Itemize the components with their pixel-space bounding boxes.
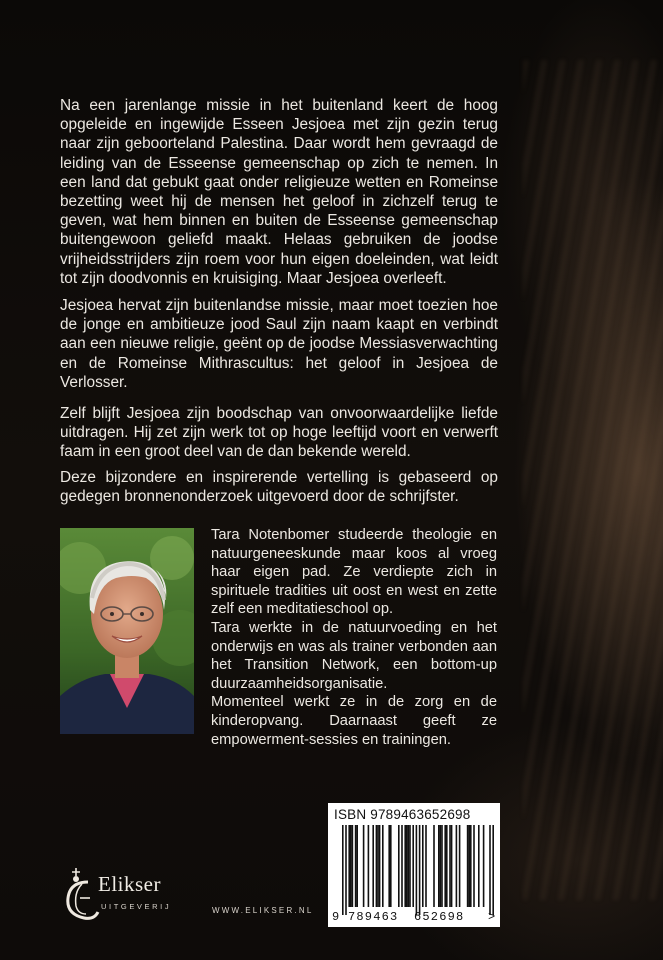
blurb-paragraph-4: Deze bijzondere en inspirerende vertelling is gebaseerd op gedegen bronnenonderzoek uitgevoerd door de schrijfster. <box>60 469 498 506</box>
barcode-bar <box>456 825 458 907</box>
barcode-bar <box>433 825 435 907</box>
barcode-bar <box>483 825 485 907</box>
barcode-bar <box>468 825 470 907</box>
barcode-bar <box>390 825 392 907</box>
cave-rock-texture <box>523 60 663 900</box>
blurb-paragraph-2: Jesjoea hervat zijn buitenlandse missie, maar moet toezien hoe de jonge en ambitieuze jood Saul zijn naam kaapt en verbindt aan een nieuwe religie, geënt op de joodse Messiasverwachting en de Romeinse Mithrascultus: het geloof in Jesjoea de Verlosser. <box>60 297 498 391</box>
author-bio-paragraph-1: Tara Notenbomer studeerde theologie en natuurgeneeskunde maar koos al vroeg haar eigen pad. Ze verdiepte zich in spirituele tradities uit oost en west en zette zelf een meditatieschool op. <box>211 527 497 618</box>
barcode-bar <box>444 825 446 907</box>
barcode-bar <box>416 825 418 915</box>
barcode-bar <box>441 825 443 907</box>
blurb-paragraph-3: Zelf blijft Jesjoea zijn boodschap van onvoorwaardelijke liefde uitdragen. Hij zet zijn werk tot op hoge leeftijd voort en verwerft faam in een groot deel van de dan bekende wereld. <box>60 405 498 461</box>
barcode-bars <box>328 803 500 927</box>
barcode-bar <box>489 825 491 915</box>
barcode-bar <box>352 825 354 907</box>
ean-digits <box>328 910 500 926</box>
barcode-bar <box>376 825 378 907</box>
barcode-bar <box>377 825 379 907</box>
barcode-bar <box>467 825 469 907</box>
barcode-bar <box>401 825 403 907</box>
ean-left-group: 789463 <box>348 910 399 924</box>
barcode-bar <box>388 825 390 907</box>
author-bio-paragraph-3: Momenteel werkt ze in de zorg en de kinderopvang. Daarnaast geeft ze empowerment-sessies en trainingen. <box>211 694 497 748</box>
barcode-bar <box>473 825 475 907</box>
barcode-bar <box>342 825 344 915</box>
barcode-bar <box>422 825 424 907</box>
publisher-name: Elikser <box>98 872 161 896</box>
barcode-bar <box>398 825 400 907</box>
isbn-label: ISBN 9789463652698 <box>334 807 471 822</box>
barcode-bar <box>419 825 421 915</box>
barcode-bar <box>363 825 365 907</box>
barcode-bar <box>446 825 448 907</box>
barcode-bar <box>404 825 406 907</box>
barcode-bar <box>492 825 494 915</box>
barcode-bar <box>412 825 414 907</box>
barcode-bar <box>379 825 381 907</box>
barcode-bar <box>348 825 350 907</box>
author-bio-paragraph-2: Tara werkte in de natuurvoeding en het onderwijs en was als trainer verbonden aan het Transition Network, een bottom-up duurzaamheidsorganisatie. <box>211 619 497 692</box>
publisher-subtitle: UITGEVERIJ <box>101 902 172 911</box>
barcode-bar <box>451 825 453 907</box>
barcode-bar <box>425 825 427 907</box>
barcode-bar <box>440 825 442 907</box>
barcode-bar <box>382 825 384 907</box>
publisher-website: WWW.ELIKSER.NL <box>212 906 314 915</box>
barcode-bar <box>350 825 352 907</box>
barcode-bar <box>408 825 410 907</box>
ean-right-group: 652698 <box>414 910 465 924</box>
author-photo <box>60 528 194 734</box>
barcode-bar <box>355 825 357 907</box>
blurb-paragraph-1: Na een jarenlange missie in het buitenland keert de hoog opgeleide en ingewijde Esseen Jesjoea met zijn gezin terug naar zijn geboorteland Palestina. Daar wordt hem gevraagd de leiding van de Esseense gemeenschap op zich te nemen. In een land dat gebukt gaat onder religieuze wetten en Romeinse bezetting weet hij de mensen het geloof in zichzelf terug te geven, wat hem binnen en buiten de Esseense gemeenschap buitengewoon geliefd maakt. Helaas gebruiken de joodse vrijheidsstrijders zijn roem voor hun eigen doeleinden, wat leidt tot zijn doodvonnis en kruisiging. Maar Jesjoea overleeft. <box>60 97 498 287</box>
barcode-bar <box>470 825 472 907</box>
barcode-bar <box>368 825 370 907</box>
isbn-barcode <box>328 803 500 927</box>
author-portrait-illustration <box>60 528 194 734</box>
barcode-bar <box>438 825 440 907</box>
barcode-bar <box>345 825 347 915</box>
ean-arrow: > <box>488 910 496 924</box>
barcode-bar <box>478 825 480 907</box>
barcode-bar <box>356 825 358 907</box>
barcode-bar <box>459 825 461 907</box>
ean-first-digit: 9 <box>332 910 340 924</box>
barcode-bar <box>449 825 451 907</box>
barcode-bar <box>406 825 408 907</box>
barcode-bar <box>409 825 411 907</box>
barcode-bar <box>372 825 374 907</box>
author-bio <box>211 526 497 749</box>
